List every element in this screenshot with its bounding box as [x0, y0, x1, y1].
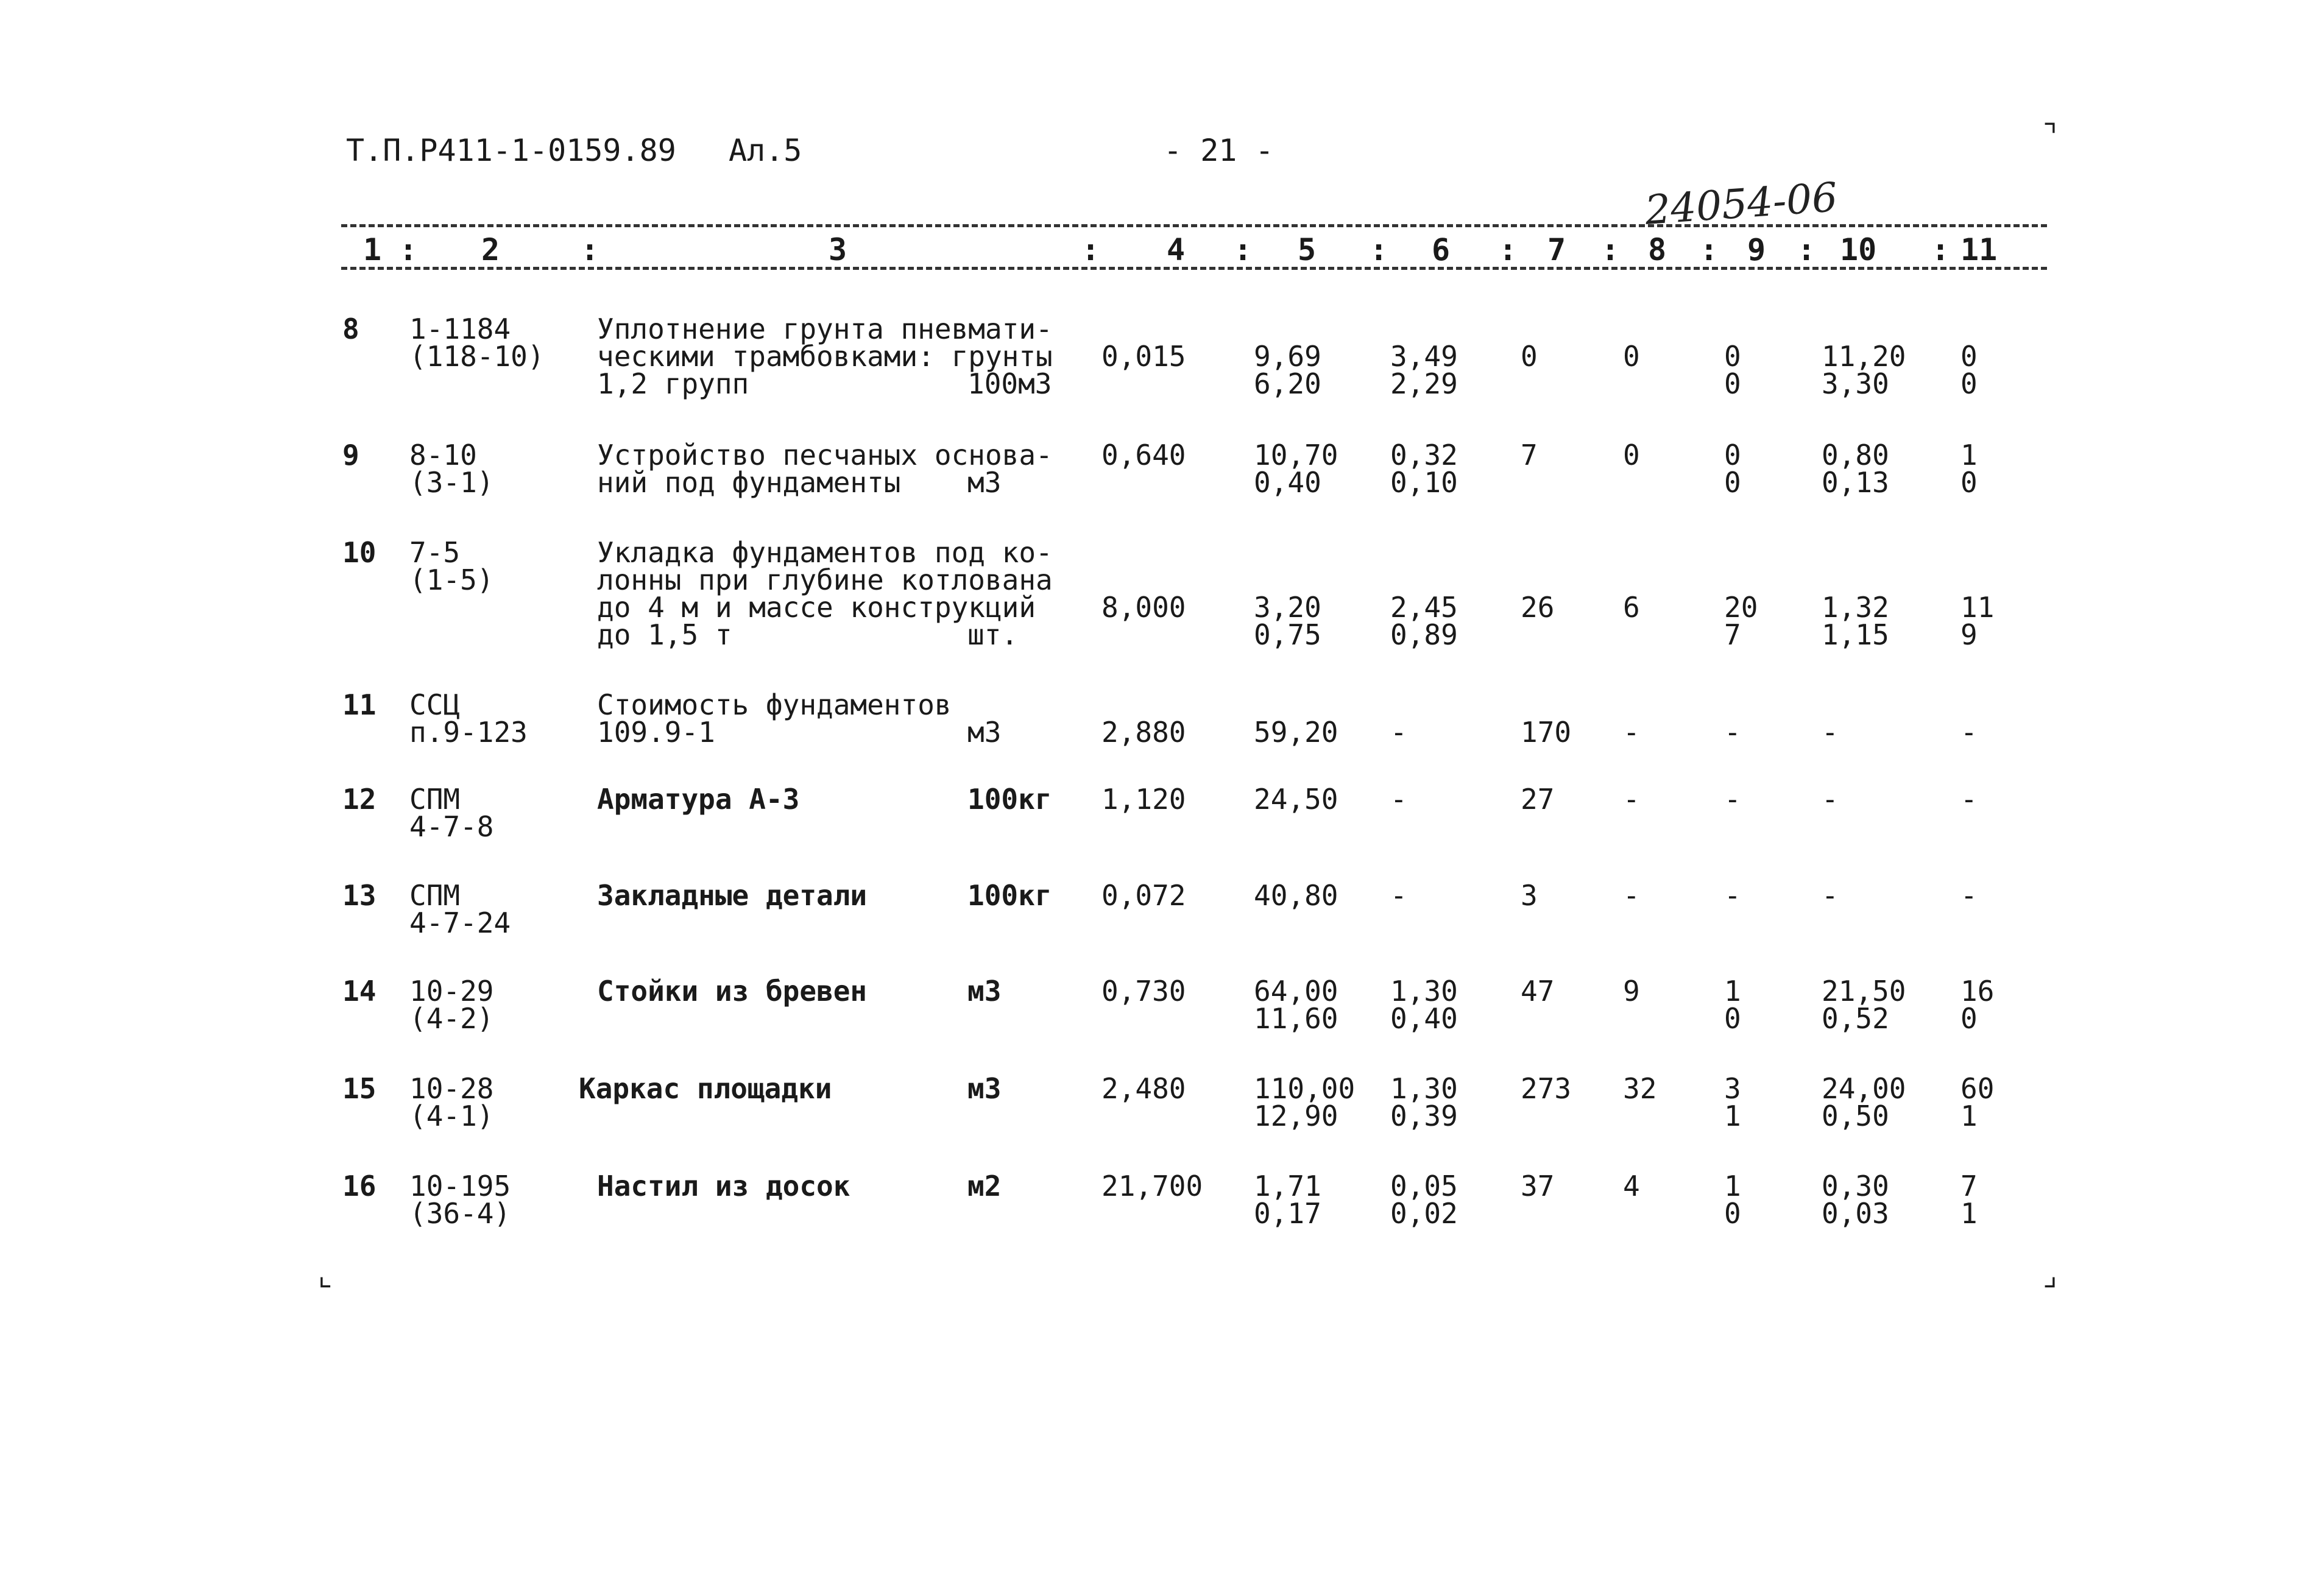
value-col-5: 40,80	[1254, 879, 1338, 912]
value-col-9: 20	[1724, 591, 1758, 624]
rate-code: 4-7-8	[409, 810, 494, 843]
value-col-11: 0	[1960, 1002, 1978, 1035]
value-col-8: 6	[1623, 591, 1640, 624]
rate-code: (36-4)	[409, 1197, 511, 1230]
value-col-11: 16	[1960, 975, 1995, 1008]
rate-code: 4-7-24	[409, 906, 511, 939]
work-description: Настил из досок	[597, 1170, 850, 1202]
value-col-6: 0,39	[1390, 1100, 1458, 1132]
value-col-10: 0,50	[1822, 1100, 1889, 1132]
work-description: до 1,5 т	[597, 618, 732, 651]
value-col-9: -	[1724, 783, 1741, 816]
column-header-6: 6	[1432, 232, 1451, 267]
value-col-6: 2,29	[1390, 367, 1458, 400]
value-col-9: 0	[1724, 439, 1741, 471]
value-col-10: 0,30	[1822, 1170, 1889, 1202]
work-description: Каркас площадки	[579, 1072, 832, 1105]
column-separator: :	[1700, 232, 1719, 267]
value-col-10: 21,50	[1822, 975, 1906, 1008]
value-col-6: 1,30	[1390, 1072, 1458, 1105]
value-col-9: 3	[1724, 1072, 1741, 1105]
sheet-label: Ал.5	[729, 133, 802, 168]
value-col-10: 11,20	[1822, 340, 1906, 373]
value-col-8: -	[1623, 716, 1640, 749]
quantity: 0,640	[1101, 439, 1186, 471]
column-separator: :	[581, 232, 599, 267]
value-col-11: 9	[1960, 618, 1978, 651]
work-description: Стоимость фундаментов	[597, 688, 952, 721]
value-col-6: 3,49	[1390, 340, 1458, 373]
value-col-10: 1,32	[1822, 591, 1889, 624]
value-col-6: -	[1390, 716, 1407, 749]
value-col-7: 37	[1521, 1170, 1555, 1202]
value-col-5: 0,75	[1254, 618, 1321, 651]
value-col-10: 24,00	[1822, 1072, 1906, 1105]
value-col-11: 11	[1960, 591, 1995, 624]
work-description: Устройство песчаных основа-	[597, 439, 1053, 471]
value-col-11: 1	[1960, 1197, 1978, 1230]
column-separator: :	[1234, 232, 1253, 267]
work-description: Закладные детали	[597, 879, 868, 912]
value-col-6: 2,45	[1390, 591, 1458, 624]
quantity: 2,880	[1101, 716, 1186, 749]
value-col-9: 0	[1724, 1197, 1741, 1230]
value-col-9: 0	[1724, 340, 1741, 373]
unit-of-measure: 100м3	[967, 367, 1052, 400]
value-col-5: 110,00	[1254, 1072, 1356, 1105]
value-col-5: 59,20	[1254, 716, 1338, 749]
value-col-7: 7	[1521, 439, 1538, 471]
value-col-10: 0,52	[1822, 1002, 1889, 1035]
corner-mark-bottom-right: ⌟	[2041, 1259, 2059, 1293]
column-header-8: 8	[1648, 232, 1667, 267]
value-col-5: 0,17	[1254, 1197, 1321, 1230]
value-col-11: 60	[1960, 1072, 1995, 1105]
value-col-11: -	[1960, 879, 1978, 912]
work-description: до 4 м и массе конструкций	[597, 591, 1036, 624]
column-header-3: 3	[829, 232, 847, 267]
value-col-7: 47	[1521, 975, 1555, 1008]
rate-code: ССЦ	[409, 688, 461, 721]
rate-code: 10-195	[409, 1170, 511, 1202]
value-col-10: 3,30	[1822, 367, 1889, 400]
column-separator: :	[1601, 232, 1620, 267]
quantity: 0,730	[1101, 975, 1186, 1008]
value-col-11: 1	[1960, 1100, 1978, 1132]
rate-code: 8-10	[409, 439, 477, 471]
value-col-6: 0,89	[1390, 618, 1458, 651]
value-col-11: -	[1960, 716, 1978, 749]
value-col-11: 1	[1960, 439, 1978, 471]
rate-code: (1-5)	[409, 563, 494, 596]
column-header-9: 9	[1747, 232, 1766, 267]
work-description: 1,2 групп	[597, 367, 749, 400]
value-col-10: 0,03	[1822, 1197, 1889, 1230]
value-col-5: 10,70	[1254, 439, 1338, 471]
value-col-8: 0	[1623, 340, 1640, 373]
value-col-8: 32	[1623, 1072, 1657, 1105]
value-col-6: 0,40	[1390, 1002, 1458, 1035]
unit-of-measure: м3	[967, 466, 1002, 499]
value-col-9: 1	[1724, 1170, 1741, 1202]
column-separator: :	[399, 232, 418, 267]
value-col-6: 1,30	[1390, 975, 1458, 1008]
value-col-9: 0	[1724, 367, 1741, 400]
value-col-8: -	[1623, 879, 1640, 912]
unit-of-measure: 100кг	[967, 783, 1052, 816]
quantity: 21,700	[1101, 1170, 1203, 1202]
work-description: ческими трамбовками: грунты	[597, 340, 1053, 373]
unit-of-measure: шт.	[967, 618, 1019, 651]
rate-code: 10-29	[409, 975, 494, 1008]
value-col-11: 0	[1960, 367, 1978, 400]
value-col-6: -	[1390, 783, 1407, 816]
value-col-9: 1	[1724, 975, 1741, 1008]
value-col-8: -	[1623, 783, 1640, 816]
value-col-5: 12,90	[1254, 1100, 1338, 1132]
value-col-6: -	[1390, 879, 1407, 912]
value-col-5: 24,50	[1254, 783, 1338, 816]
header-top-rule	[341, 224, 2047, 227]
column-header-10: 10	[1840, 232, 1877, 267]
value-col-5: 0,40	[1254, 466, 1321, 499]
value-col-7: 27	[1521, 783, 1555, 816]
rate-code: (4-1)	[409, 1100, 494, 1132]
rate-code: 10-28	[409, 1072, 494, 1105]
column-separator: :	[1370, 232, 1388, 267]
row-number: 10	[342, 536, 377, 569]
document-code: Т.П.Р411-1-0159.89	[346, 133, 676, 168]
value-col-10: 0,13	[1822, 466, 1889, 499]
unit-of-measure: м3	[967, 1072, 1002, 1105]
value-col-9: 0	[1724, 466, 1741, 499]
quantity: 2,480	[1101, 1072, 1186, 1105]
handwritten-number: 24054-06	[1643, 174, 1839, 234]
value-col-10: -	[1822, 783, 1839, 816]
value-col-5: 64,00	[1254, 975, 1338, 1008]
unit-of-measure: м3	[967, 975, 1002, 1008]
work-description: лонны при глубине котлована	[597, 563, 1053, 596]
rate-code: СПМ	[409, 879, 461, 912]
rate-code: (3-1)	[409, 466, 494, 499]
rate-code: 1-1184	[409, 312, 511, 345]
value-col-11: 0	[1960, 340, 1978, 373]
rate-code: 7-5	[409, 536, 461, 569]
corner-mark-bottom-left: ⌞	[317, 1259, 334, 1293]
column-separator: :	[1931, 232, 1950, 267]
unit-of-measure: 100кг	[967, 879, 1052, 912]
value-col-10: 0,80	[1822, 439, 1889, 471]
value-col-6: 0,05	[1390, 1170, 1458, 1202]
value-col-7: 0	[1521, 340, 1538, 373]
value-col-8: 9	[1623, 975, 1640, 1008]
value-col-5: 9,69	[1254, 340, 1321, 373]
work-description: ний под фундаменты	[597, 466, 901, 499]
value-col-9: 1	[1724, 1100, 1741, 1132]
value-col-7: 170	[1521, 716, 1572, 749]
column-separator: :	[1797, 232, 1816, 267]
row-number: 9	[342, 439, 359, 471]
value-col-9: -	[1724, 879, 1741, 912]
column-separator: :	[1081, 232, 1100, 267]
value-col-9: -	[1724, 716, 1741, 749]
value-col-8: 4	[1623, 1170, 1640, 1202]
row-number: 13	[342, 879, 377, 912]
column-header-5: 5	[1298, 232, 1317, 267]
column-header-1: 1	[363, 232, 382, 267]
rate-code: (4-2)	[409, 1002, 494, 1035]
quantity: 0,072	[1101, 879, 1186, 912]
value-col-10: 1,15	[1822, 618, 1889, 651]
rate-code: (118-10)	[409, 340, 545, 373]
row-number: 15	[342, 1072, 377, 1105]
value-col-8: 0	[1623, 439, 1640, 471]
row-number: 14	[342, 975, 377, 1008]
value-col-5: 6,20	[1254, 367, 1321, 400]
value-col-7: 3	[1521, 879, 1538, 912]
value-col-11: 0	[1960, 466, 1978, 499]
column-separator: :	[1499, 232, 1518, 267]
work-description: Уплотнение грунта пневмати-	[597, 312, 1053, 345]
corner-mark-top-right: ⌝	[2041, 116, 2059, 150]
column-header-7: 7	[1547, 232, 1566, 267]
value-col-5: 3,20	[1254, 591, 1321, 624]
value-col-7: 26	[1521, 591, 1555, 624]
column-header-2: 2	[481, 232, 500, 267]
value-col-11: -	[1960, 783, 1978, 816]
value-col-9: 0	[1724, 1002, 1741, 1035]
value-col-6: 0,32	[1390, 439, 1458, 471]
value-col-5: 1,71	[1254, 1170, 1321, 1202]
rate-code: п.9-123	[409, 716, 528, 749]
work-description: Стойки из бревен	[597, 975, 868, 1008]
unit-of-measure: м2	[967, 1170, 1002, 1202]
value-col-9: 7	[1724, 618, 1741, 651]
column-header-4: 4	[1167, 232, 1186, 267]
work-description: Арматура А-3	[597, 783, 800, 816]
row-number: 12	[342, 783, 377, 816]
row-number: 11	[342, 688, 377, 721]
quantity: 1,120	[1101, 783, 1186, 816]
column-header-11: 11	[1960, 232, 1998, 267]
value-col-10: -	[1822, 716, 1839, 749]
unit-of-measure: м3	[967, 716, 1002, 749]
rate-code: СПМ	[409, 783, 461, 816]
work-description: 109.9-1	[597, 716, 715, 749]
value-col-11: 7	[1960, 1170, 1978, 1202]
quantity: 0,015	[1101, 340, 1186, 373]
work-description: Укладка фундаментов под ко-	[597, 536, 1053, 569]
value-col-6: 0,02	[1390, 1197, 1458, 1230]
value-col-5: 11,60	[1254, 1002, 1338, 1035]
row-number: 8	[342, 312, 359, 345]
row-number: 16	[342, 1170, 377, 1202]
quantity: 8,000	[1101, 591, 1186, 624]
value-col-10: -	[1822, 879, 1839, 912]
page-number: - 21 -	[1164, 133, 1274, 168]
value-col-6: 0,10	[1390, 466, 1458, 499]
value-col-7: 273	[1521, 1072, 1572, 1105]
